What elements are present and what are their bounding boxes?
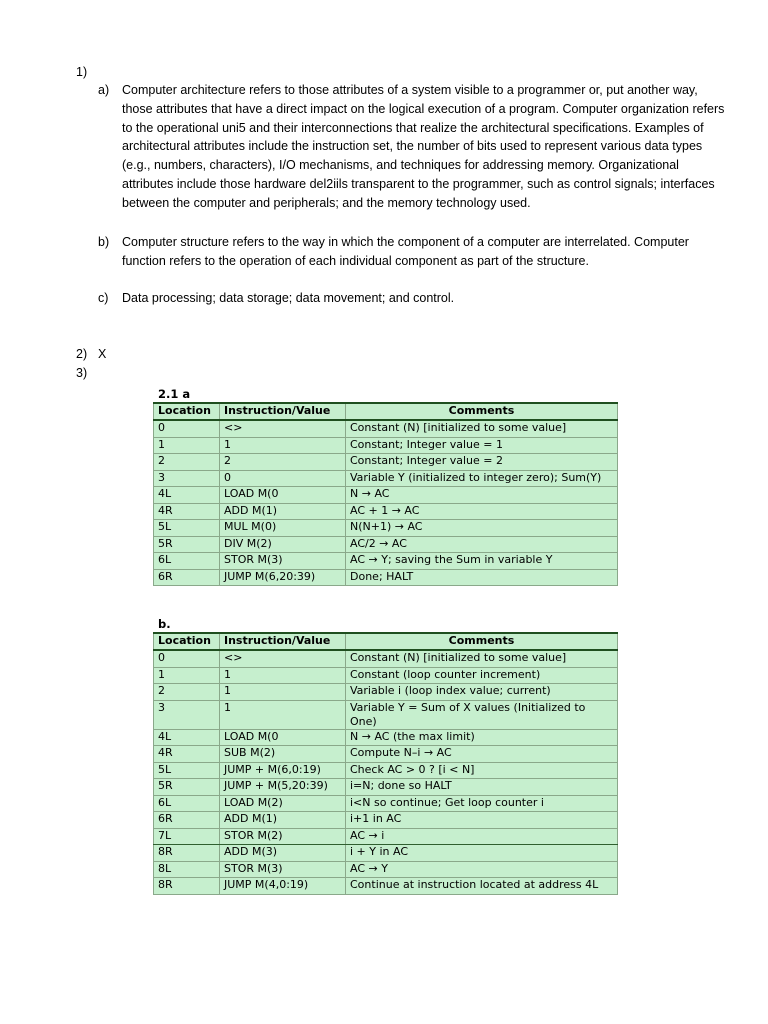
table-row xyxy=(154,650,618,667)
table-row xyxy=(154,437,618,454)
cell-comment: Constant; Integer value = 2 xyxy=(346,454,618,471)
cell-instruction: <> xyxy=(220,420,346,437)
table-b-title: b. xyxy=(158,617,171,631)
cell-location: 4R xyxy=(154,503,220,520)
cell-comment: N → AC (the max limit) xyxy=(346,729,618,746)
question-2-answer: X xyxy=(98,347,107,361)
answer-1b-text: Computer structure refers to the way in which the component of a computer are interrelated. Computer function refers to the operation of each individual component as part of the structure. xyxy=(122,235,689,268)
answer-1c xyxy=(98,289,728,308)
cell-location: 4R xyxy=(154,746,220,763)
cell-comment: Compute N–i → AC xyxy=(346,746,618,763)
table-row xyxy=(154,700,618,729)
cell-location: 0 xyxy=(154,650,220,667)
cell-instruction: JUMP + M(5,20:39) xyxy=(220,779,346,796)
cell-instruction: STOR M(3) xyxy=(220,861,346,878)
table-row xyxy=(154,878,618,895)
cell-instruction: STOR M(2) xyxy=(220,828,346,845)
cell-location: 1 xyxy=(154,437,220,454)
cell-instruction: <> xyxy=(220,650,346,667)
cell-location: 0 xyxy=(154,420,220,437)
cell-instruction: JUMP + M(6,0:19) xyxy=(220,762,346,779)
cell-instruction: MUL M(0) xyxy=(220,520,346,537)
answer-1a-label: a) xyxy=(98,83,110,97)
cell-location: 8L xyxy=(154,861,220,878)
cell-location: 6L xyxy=(154,553,220,570)
answer-1c-label: c) xyxy=(98,291,109,305)
cell-comment: i + Y in AC xyxy=(346,845,618,862)
cell-comment: N → AC xyxy=(346,487,618,504)
table-2-1-a xyxy=(153,387,617,586)
table-row xyxy=(154,569,618,586)
table-b-grid xyxy=(153,632,618,895)
table-row xyxy=(154,503,618,520)
cell-comment: Constant (N) [initialized to some value] xyxy=(346,650,618,667)
cell-instruction: JUMP M(6,20:39) xyxy=(220,569,346,586)
cell-location: 2 xyxy=(154,454,220,471)
table-b-header-row xyxy=(154,633,618,650)
cell-instruction: JUMP M(4,0:19) xyxy=(220,878,346,895)
table-b-header-comments: Comments xyxy=(346,633,618,650)
cell-instruction: 1 xyxy=(220,437,346,454)
answer-1b xyxy=(98,233,728,271)
table-row xyxy=(154,729,618,746)
cell-location: 6L xyxy=(154,795,220,812)
table-row xyxy=(154,420,618,437)
cell-instruction: ADD M(3) xyxy=(220,845,346,862)
table-a-grid xyxy=(153,402,618,586)
cell-instruction: LOAD M(0 xyxy=(220,487,346,504)
cell-location: 8R xyxy=(154,878,220,895)
table-row xyxy=(154,470,618,487)
cell-comment: Constant; Integer value = 1 xyxy=(346,437,618,454)
table-row xyxy=(154,762,618,779)
cell-comment: Variable i (loop index value; current) xyxy=(346,684,618,701)
answer-1a xyxy=(98,81,728,213)
question-3-number: 3) xyxy=(76,366,88,380)
cell-instruction: 2 xyxy=(220,454,346,471)
cell-location: 3 xyxy=(154,700,220,729)
cell-comment: AC → i xyxy=(346,828,618,845)
cell-comment: i=N; done so HALT xyxy=(346,779,618,796)
table-b-header-instruction: Instruction/Value xyxy=(220,633,346,650)
cell-location: 7L xyxy=(154,828,220,845)
table-row xyxy=(154,845,618,862)
cell-instruction: ADD M(1) xyxy=(220,812,346,829)
cell-comment: Constant (loop counter increment) xyxy=(346,667,618,684)
table-a-title: 2.1 a xyxy=(158,387,191,401)
cell-comment: Variable Y (initialized to integer zero); Sum(Y) xyxy=(346,470,618,487)
cell-instruction: LOAD M(2) xyxy=(220,795,346,812)
cell-instruction: 1 xyxy=(220,700,346,729)
cell-instruction: DIV M(2) xyxy=(220,536,346,553)
table-row xyxy=(154,553,618,570)
table-row xyxy=(154,828,618,845)
table-a-header-comments: Comments xyxy=(346,403,618,420)
cell-location: 6R xyxy=(154,812,220,829)
cell-location: 4L xyxy=(154,729,220,746)
cell-comment: AC + 1 → AC xyxy=(346,503,618,520)
table-row xyxy=(154,684,618,701)
table-b-header-location: Location xyxy=(154,633,220,650)
cell-location: 2 xyxy=(154,684,220,701)
cell-location: 5L xyxy=(154,762,220,779)
answer-1b-label: b) xyxy=(98,235,110,249)
table-row xyxy=(154,795,618,812)
cell-instruction: STOR M(3) xyxy=(220,553,346,570)
answer-1c-text: Data processing; data storage; data movement; and control. xyxy=(122,291,455,305)
table-row xyxy=(154,667,618,684)
cell-comment: Check AC > 0 ? [i < N] xyxy=(346,762,618,779)
cell-location: 8R xyxy=(154,845,220,862)
cell-location: 5L xyxy=(154,520,220,537)
cell-instruction: LOAD M(0 xyxy=(220,729,346,746)
cell-instruction: 1 xyxy=(220,684,346,701)
cell-location: 6R xyxy=(154,569,220,586)
cell-comment: i<N so continue; Get loop counter i xyxy=(346,795,618,812)
table-row xyxy=(154,746,618,763)
table-row xyxy=(154,861,618,878)
cell-instruction: ADD M(1) xyxy=(220,503,346,520)
cell-comment: Continue at instruction located at address 4L xyxy=(346,878,618,895)
table-a-header-row xyxy=(154,403,618,420)
cell-location: 4L xyxy=(154,487,220,504)
cell-location: 5R xyxy=(154,536,220,553)
cell-instruction: SUB M(2) xyxy=(220,746,346,763)
cell-instruction: 0 xyxy=(220,470,346,487)
cell-comment: Done; HALT xyxy=(346,569,618,586)
cell-comment: i+1 in AC xyxy=(346,812,618,829)
answer-1a-text: Computer architecture refers to those attributes of a system visible to a programmer or, put another way, those attributes that have a direct impact on the logical execution of a program. Computer organization refers to the operational uni5 and their interconnections that realize the architectural specifications. Examples of architectural attributes include the instruction set, the number of bits used to represent various data types (e.g., numbers, characters), I/O mechanisms, and techniques for addressing memory. Organizational attributes include those hardware del2iils transparent to the programmer, such as control signals; interfaces between the computer and peripherals; and the memory technology used. xyxy=(122,83,725,210)
table-2-1-b xyxy=(153,617,617,895)
cell-location: 5R xyxy=(154,779,220,796)
question-2-number: 2) xyxy=(76,347,88,361)
table-row xyxy=(154,779,618,796)
cell-comment: AC/2 → AC xyxy=(346,536,618,553)
table-row xyxy=(154,812,618,829)
table-row xyxy=(154,487,618,504)
cell-comment: N(N+1) → AC xyxy=(346,520,618,537)
cell-comment: Constant (N) [initialized to some value] xyxy=(346,420,618,437)
table-a-header-instruction: Instruction/Value xyxy=(220,403,346,420)
table-a-header-location: Location xyxy=(154,403,220,420)
cell-comment: AC → Y xyxy=(346,861,618,878)
cell-comment: AC → Y; saving the Sum in variable Y xyxy=(346,553,618,570)
cell-location: 3 xyxy=(154,470,220,487)
cell-instruction: 1 xyxy=(220,667,346,684)
cell-comment: Variable Y = Sum of X values (Initialized to One) xyxy=(346,700,618,729)
table-row xyxy=(154,536,618,553)
table-row xyxy=(154,454,618,471)
table-row xyxy=(154,520,618,537)
question-1-number: 1) xyxy=(76,65,88,79)
cell-location: 1 xyxy=(154,667,220,684)
